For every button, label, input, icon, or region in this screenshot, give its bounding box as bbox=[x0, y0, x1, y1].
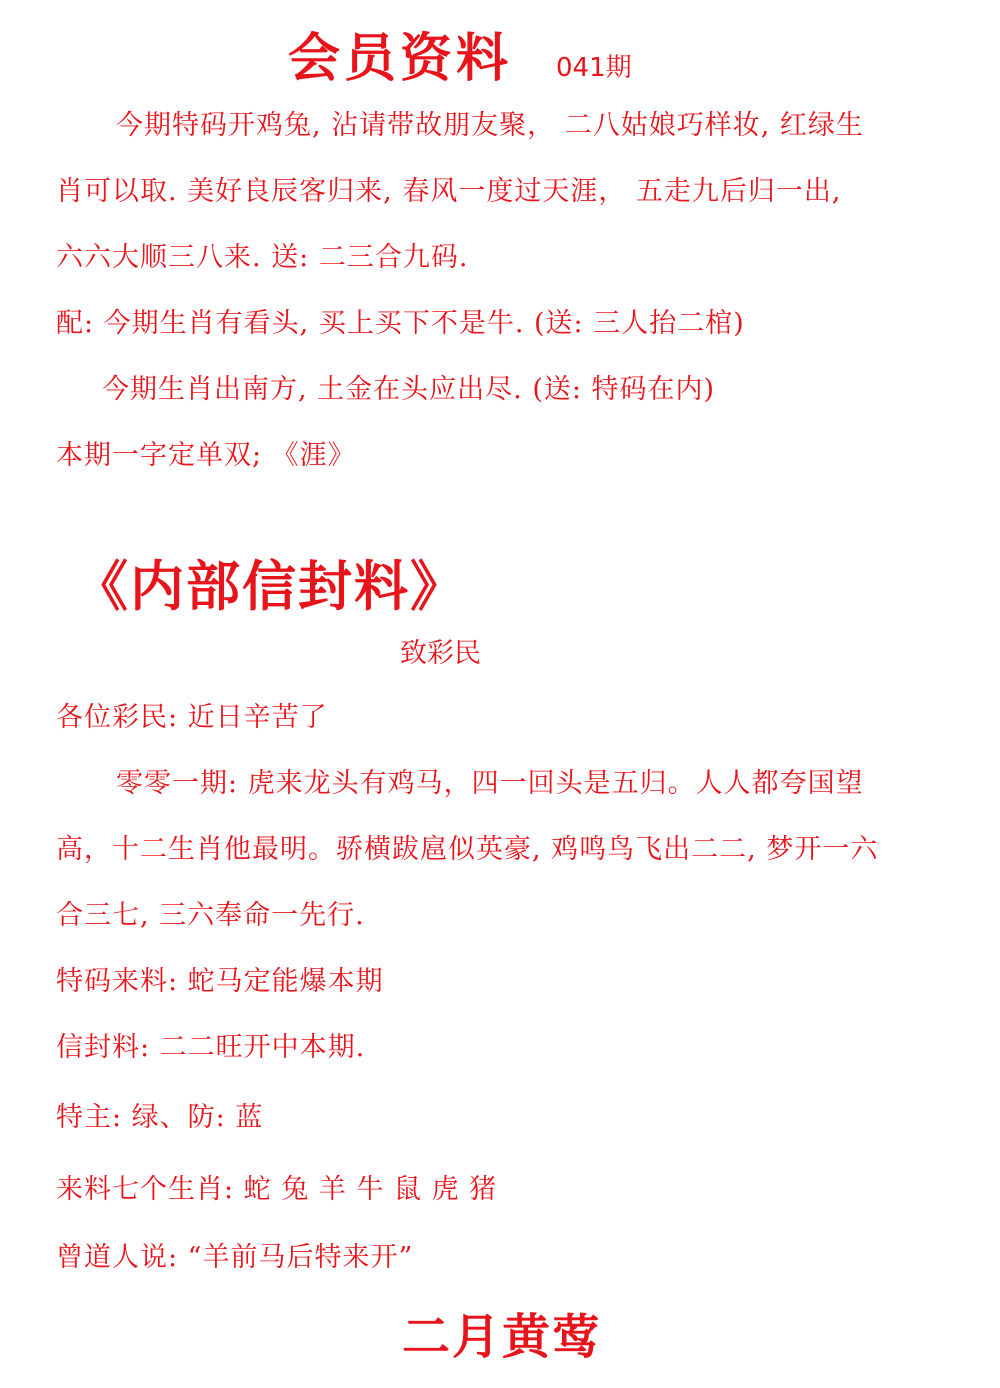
letter-line-5: 特码来料: 蛇马定能爆本期 bbox=[56, 966, 384, 997]
letter-line-8: 来料七个生肖: 蛇 兔 羊 牛 鼠 虎 猪 bbox=[56, 1174, 498, 1205]
member-line-4: 配: 今期生肖有看头, 买上买下不是牛. (送: 三人抬二棺) bbox=[56, 308, 745, 339]
letter-line-3: 高，十二生肖他最明。骄横跋扈似英豪, 鸡鸣鸟飞出二二, 梦开一六 bbox=[56, 834, 879, 865]
member-line-3: 六六大顺三八来. 送: 二三合九码. bbox=[56, 242, 469, 273]
letter-line-4: 合三七, 三六奉命一先行. bbox=[56, 900, 365, 931]
member-line-2: 肖可以取. 美好良辰客归来, 春风一度过天涯， 五走九后归一出, bbox=[56, 176, 842, 207]
section-title: 《内部信封料》 bbox=[74, 554, 466, 618]
member-line-6: 本期一字定单双; 《涯》 bbox=[56, 440, 356, 471]
letter-line-6: 信封料: 二二旺开中本期. bbox=[56, 1032, 366, 1063]
signature: 二月黄莺 bbox=[402, 1309, 603, 1365]
member-line-1: 今期特码开鸡兔, 沾请带故朋友聚， 二八姑娘巧样妆, 红绿生 bbox=[116, 110, 864, 141]
section-subhead: 致彩民 bbox=[400, 638, 481, 669]
page-title: 会员资料 bbox=[288, 28, 513, 89]
member-line-5: 今期生肖出南方, 土金在头应出尽. (送: 特码在内) bbox=[102, 374, 716, 405]
letter-line-7: 特主: 绿、防: 蓝 bbox=[56, 1102, 264, 1133]
header bbox=[288, 16, 632, 89]
letter-line-2: 零零一期: 虎来龙头有鸡马，四一回头是五归。人人都夸国望 bbox=[116, 768, 864, 799]
letter-line-1: 各位彩民: 近日辛苦了 bbox=[56, 702, 328, 733]
letter-line-9: 曾道人说: “羊前马后特来开” bbox=[56, 1242, 414, 1273]
issue-number: 041期 bbox=[556, 53, 632, 83]
